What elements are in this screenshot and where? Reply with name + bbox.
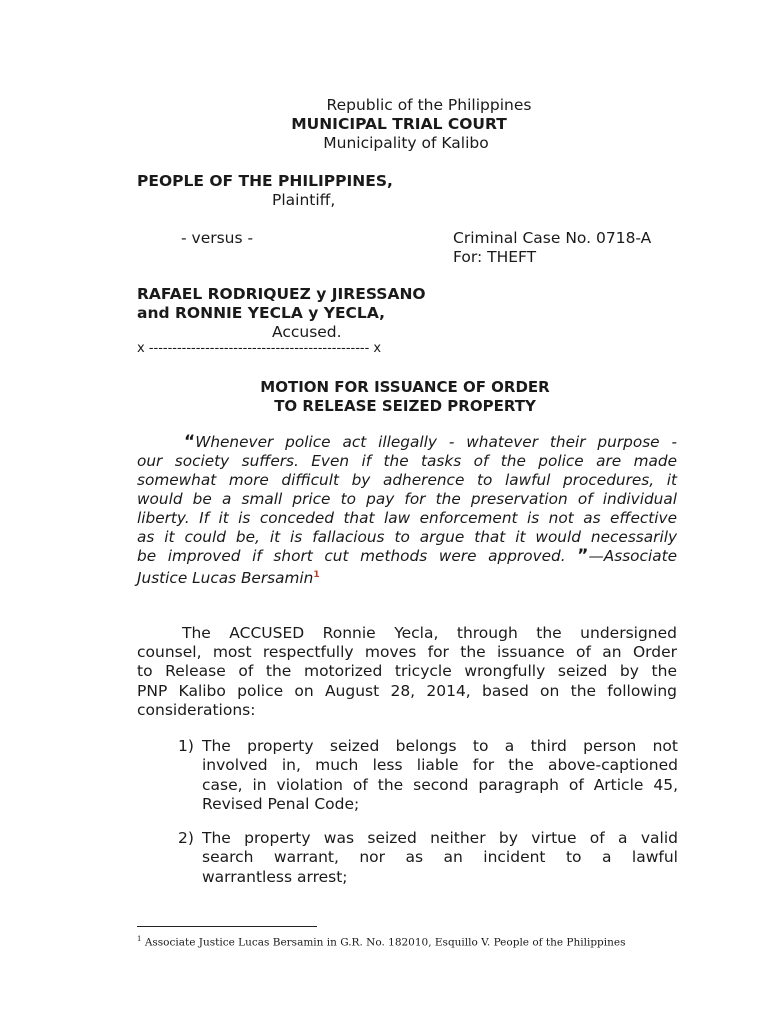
republic-line: Republic of the Philippines: [326, 96, 532, 114]
quote-line: “Whenever police act illegally - whatever their purpose -: [184, 432, 677, 452]
footnote-text: Associate Justice Lucas Bersamin in G.R. No. 182010, Esquillo V. People of the Philippines: [144, 936, 626, 949]
list-item-line: warrantless arrest;: [202, 867, 348, 886]
footnote-divider: [137, 926, 317, 927]
accused-name-1: RAFAEL RODRIQUEZ y JIRESSANO: [137, 285, 426, 303]
epigraph-quote: [137, 433, 677, 588]
attribution-start: —Associate: [588, 547, 677, 565]
list-item-line: The property was seized neither by virtue of a valid: [202, 829, 678, 847]
footnote: [137, 933, 626, 950]
plaintiff-name: PEOPLE OF THE PHILIPPINES,: [137, 172, 393, 190]
quote-line: be improved if short cut methods were approved. ”—Associate: [137, 546, 677, 566]
court-name: MUNICIPAL TRIAL COURT: [291, 115, 507, 133]
footnote-reference[interactable]: 1: [313, 570, 320, 580]
motion-title-line-2: TO RELEASE SEIZED PROPERTY: [274, 397, 536, 415]
quote-line: liberty. If it is conceded that law enforcement is not as effective: [137, 509, 677, 527]
case-offense: For: THEFT: [453, 248, 537, 266]
municipality-line: Municipality of Kalibo: [323, 134, 489, 152]
list-item-line: case, in violation of the second paragraph of Article 45,: [202, 775, 678, 794]
list-item-line: Revised Penal Code;: [202, 795, 360, 814]
quote-line: somewhat more difficult by adherence to lawful procedures, it: [137, 471, 677, 489]
caption-separator: x ----------------------------------------------- x: [137, 341, 382, 356]
paragraph-line: to Release of the motorized tricycle wrongfully seized by the: [137, 662, 677, 681]
list-item-line: search warrant, nor as an incident to a lawful: [202, 848, 678, 867]
list-item-line: The property seized belongs to a third person not: [202, 737, 678, 755]
list-item-number: 1): [178, 737, 194, 755]
paragraph-line: PNP Kalibo police on August 28, 2014, based on the following: [137, 681, 677, 700]
accused-name-2: and RONNIE YECLA y YECLA,: [137, 304, 385, 322]
paragraph-line: counsel, most respectfully moves for the issuance of an Order: [137, 643, 677, 662]
quote-line: as it could be, it is fallacious to argue that it would necessarily: [137, 528, 677, 546]
list-item-line: involved in, much less liable for the above-captioned: [202, 756, 678, 775]
plaintiff-role: Plaintiff,: [272, 191, 336, 209]
body-paragraph: [137, 624, 677, 720]
quote-line: our society suffers. Even if the tasks of the police are made: [137, 452, 677, 470]
case-number: Criminal Case No. 0718-A: [453, 229, 652, 247]
close-quote-mark: ”: [577, 546, 589, 566]
quote-line: would be a small price to pay for the preservation of individual: [137, 490, 677, 508]
motion-title-line-1: MOTION FOR ISSUANCE OF ORDER: [260, 378, 550, 396]
list-item-number: 2): [178, 829, 194, 847]
paragraph-line: considerations:: [137, 700, 256, 719]
accused-role: Accused.: [272, 323, 342, 341]
quote-attribution: Justice Lucas Bersamin$^1$: [137, 569, 320, 588]
paragraph-line: The ACCUSED Ronnie Yecla, through the undersigned: [182, 624, 677, 642]
footnote-number: 1: [137, 935, 142, 943]
open-quote-mark: “: [184, 432, 196, 452]
versus-label: - versus -: [181, 229, 254, 247]
